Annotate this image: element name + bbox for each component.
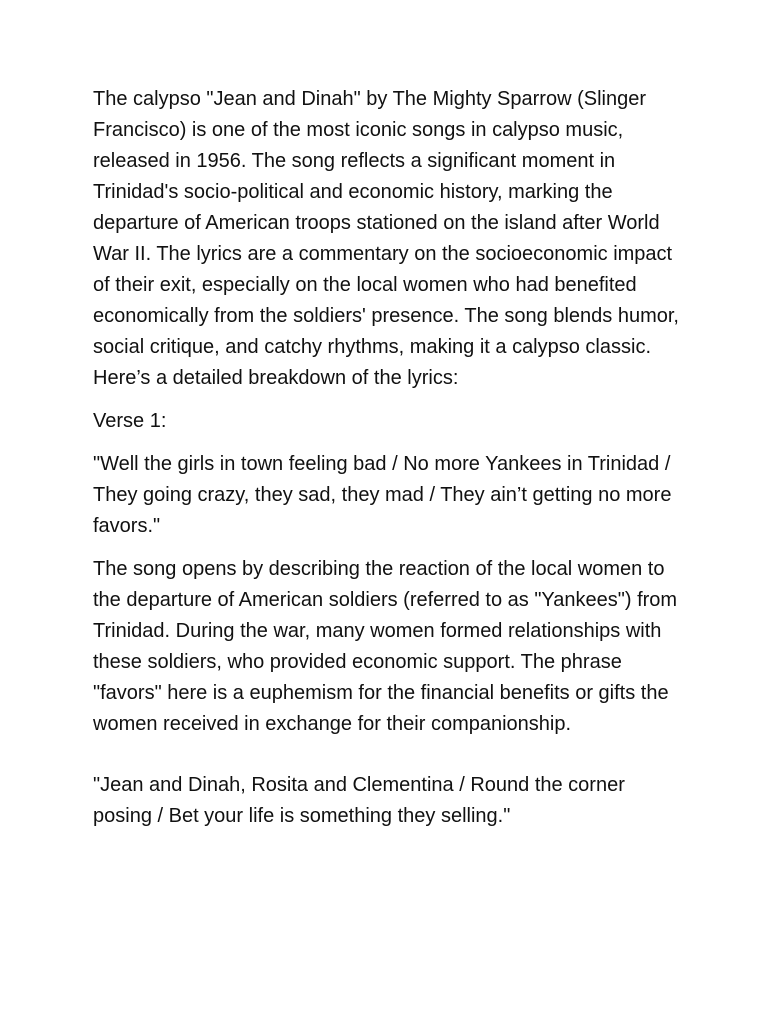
document-body [93, 84, 683, 844]
verse-label: Verse 1: [93, 410, 167, 432]
lyric-quote-2: "Jean and Dinah, Rosita and Clementina / Round the corner posing / Bet your life is something they selling." [93, 774, 625, 827]
explanation-paragraph: The song opens by describing the reaction of the local women to the departure of American soldiers (referred to as "Yankees") from Trinidad. During the war, many women formed relationships with these soldiers, who provided economic support. The phrase "favors" here is a euphemism for the financial benefits or gifts the women received in exchange for their companionship. [93, 558, 678, 735]
intro-paragraph: The calypso "Jean and Dinah" by The Mighty Sparrow (Slinger Francisco) is one of the most iconic songs in calypso music, released in 1956. The song reflects a significant moment in Trinidad's socio-political and economic history, marking the departure of American troops stationed on the island after World War II. The lyrics are a commentary on the socioeconomic impact of their exit, especially on the local women who had benefited economically from the soldiers' presence. The song blends humor, social critique, and catchy rhythms, making it a calypso classic. Here’s a detailed breakdown of the lyrics: [93, 88, 679, 389]
lyric-quote-1: "Well the girls in town feeling bad / No more Yankees in Trinidad / They going crazy, they sad, they mad / They ain’t getting no more favors." [93, 453, 672, 537]
